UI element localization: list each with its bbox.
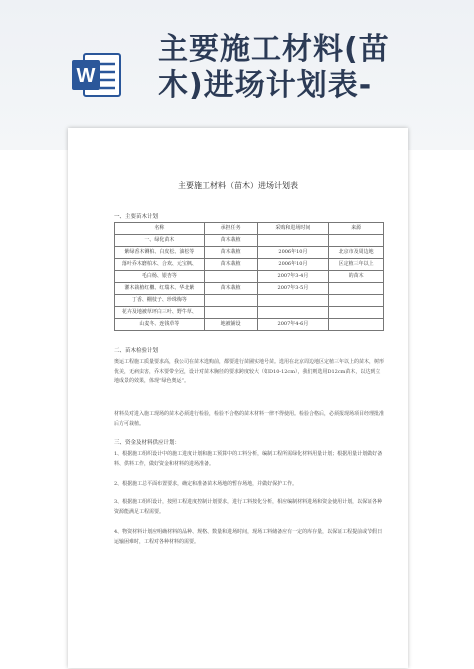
table-row bbox=[115, 319, 384, 331]
table-cell: 苗木栽植 bbox=[204, 283, 257, 295]
table-cell: 北京市及周边地 bbox=[329, 247, 384, 259]
table-header-row bbox=[115, 223, 384, 235]
table-cell: 落叶乔木磨柏木、合欢、元宝枫、 bbox=[115, 259, 205, 271]
table-cell: 的苗木 bbox=[329, 271, 384, 283]
word-document-icon bbox=[70, 48, 124, 102]
table-cell: 山麦冬、连钱草等 bbox=[115, 319, 205, 331]
table-cell bbox=[257, 307, 329, 319]
table-header-cell: 采购和进场时间 bbox=[257, 223, 329, 235]
table-cell: 2006年10月 bbox=[257, 259, 329, 271]
svg-text:W: W bbox=[76, 65, 96, 87]
section-heading-2: 二、苗木检验计划 bbox=[114, 348, 159, 354]
table-cell bbox=[329, 319, 384, 331]
table-cell: 2007年3-4月 bbox=[257, 271, 329, 283]
seedling-table bbox=[114, 222, 384, 331]
banner-title-line1: 主要施工材料(苗 bbox=[158, 32, 390, 67]
table-cell: 苗木栽植 bbox=[204, 259, 257, 271]
table-cell bbox=[257, 295, 329, 307]
table-row bbox=[115, 307, 384, 319]
table-header-cell: 名称 bbox=[115, 223, 205, 235]
document-title: 主要施工材料（苗木）进场计划表 bbox=[178, 181, 298, 190]
table-cell: 紫绿香木铡柏、白皮松、油松等 bbox=[115, 247, 205, 259]
table-header-cell: 来源 bbox=[329, 223, 384, 235]
paragraph-inspection: 奥运工程施工质量要求高，我公司在苗木选购前，都要进行苗圃实地号苗。选用在北京周边地区定植三年以上的苗木，树形优美，无病虫害，乔木要带全冠，设计对苗木胸径的要求跨度较大（如D10-12cm），我们则选用D12cm苗木，以达到立地成景的效果，体现“绿色奥运”。 bbox=[114, 359, 385, 384]
table-row bbox=[115, 295, 384, 307]
banner-title-line2: 木)进场计划表- bbox=[158, 68, 373, 103]
list-item: 3、根据施工组织设计，按照工程进度控制计划要求，进行工料按化分析，相应编制材料进场和资金使用计划，以保证各种资源能满足工程需要。 bbox=[114, 499, 383, 515]
list-item: 1、根据施工组织设计中的施工进度计划和施工预算中的工料分析，编制工程所需绿化材料用量计划；根据用量计划做好备料、供料工作，做好资金和材料的进场准备。 bbox=[114, 451, 383, 467]
table-cell: 地被铺设 bbox=[204, 319, 257, 331]
table-cell: 2007年3-5月 bbox=[257, 283, 329, 295]
section-heading-1: 一、主要苗木计划 bbox=[114, 214, 159, 220]
table-cell: 2006年10月 bbox=[257, 247, 329, 259]
table-cell: 2007年4-6月 bbox=[257, 319, 329, 331]
table-cell: 苗木栽植 bbox=[204, 247, 257, 259]
table-cell: 毛白杨、银杏等 bbox=[115, 271, 205, 283]
paragraph-material-check: 材料员对进入施工现场的苗木必须进行检验，检验不合格的苗木材料一律不得使用。检验合格后，必须报现场项目经理批准后方可栽植。 bbox=[114, 411, 385, 427]
document-page bbox=[68, 128, 408, 668]
table-row bbox=[115, 283, 384, 295]
table-cell bbox=[204, 271, 257, 283]
table-cell: 丁香、棚枝子、珍珠梅等 bbox=[115, 295, 205, 307]
table-cell: 一、绿化苗木 bbox=[115, 235, 205, 247]
table-cell bbox=[329, 283, 384, 295]
list-item: 2、根据施工总平面布置要求，确定和准备苗木场地的暂存场地，并做好保护工作。 bbox=[114, 481, 298, 487]
table-header-cell: 承担任务 bbox=[204, 223, 257, 235]
table-cell bbox=[329, 295, 384, 307]
table-row bbox=[115, 235, 384, 247]
table-cell bbox=[329, 307, 384, 319]
list-item: 4、物资材料计划应明确材料的品种、规格、数量和进场时间，现场工料储备应有一定的库存量，以保证工程提前或节假日运输困难时，工程对各种材料的需要。 bbox=[114, 529, 383, 545]
table-row bbox=[115, 259, 384, 271]
table-cell bbox=[329, 235, 384, 247]
section-heading-3: 三、资金及材料供应计划： bbox=[114, 440, 181, 446]
table-row bbox=[115, 247, 384, 259]
table-cell: 苗木栽植 bbox=[204, 235, 257, 247]
table-cell: 灌木栽植红檵、红瑞木、华北紫 bbox=[115, 283, 205, 295]
table-cell: 区定植三年以上 bbox=[329, 259, 384, 271]
banner-title bbox=[158, 32, 458, 104]
table-cell: 花卉及地被草坪白三叶、野牛草、 bbox=[115, 307, 205, 319]
table-row bbox=[115, 271, 384, 283]
table-cell bbox=[257, 235, 329, 247]
table-cell bbox=[204, 295, 257, 307]
table-cell bbox=[204, 307, 257, 319]
